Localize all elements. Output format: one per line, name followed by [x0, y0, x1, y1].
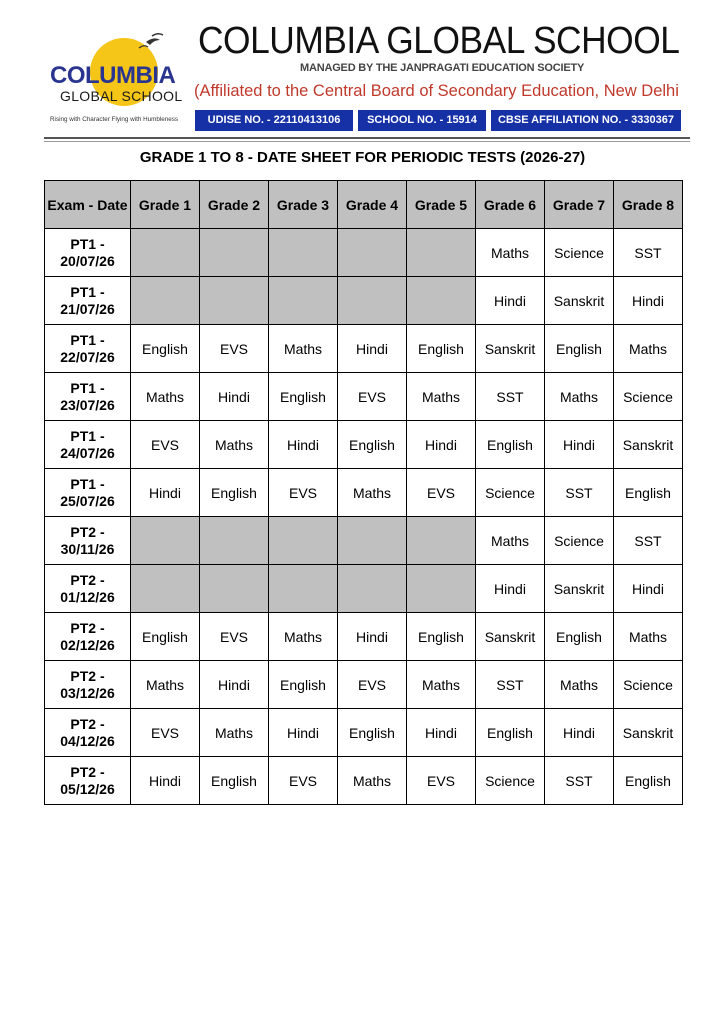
table-body: [45, 229, 683, 805]
subject-cell: Hindi: [614, 565, 683, 613]
subject-cell: Maths: [338, 757, 407, 805]
subject-cell: EVS: [200, 325, 269, 373]
subject-cell: Science: [476, 469, 545, 517]
exam-date-cell: PT1 - 21/07/26: [45, 277, 131, 325]
subject-cell: EVS: [131, 421, 200, 469]
subject-cell: English: [131, 613, 200, 661]
subject-cell: Science: [614, 661, 683, 709]
table-row: [45, 517, 683, 565]
table-row: [45, 613, 683, 661]
subject-cell: Hindi: [269, 421, 338, 469]
exam-date-cell: PT1 - 23/07/26: [45, 373, 131, 421]
header-divider: [44, 137, 690, 139]
subject-cell: Hindi: [614, 277, 683, 325]
no-exam-cell: [338, 277, 407, 325]
letterhead: [0, 0, 725, 140]
logo-text-global-school: GLOBAL SCHOOL: [60, 88, 183, 104]
subject-cell: English: [545, 613, 614, 661]
exam-date-cell: PT1 - 24/07/26: [45, 421, 131, 469]
no-exam-cell: [407, 229, 476, 277]
logo-text-columbia: COLUMBIA: [50, 62, 176, 89]
subject-cell: Sanskrit: [545, 565, 614, 613]
table-row: [45, 229, 683, 277]
subject-cell: EVS: [407, 469, 476, 517]
subject-cell: SST: [545, 469, 614, 517]
subject-cell: Maths: [131, 661, 200, 709]
date-sheet-table: [44, 180, 683, 805]
column-header-grade-3: Grade 3: [269, 181, 338, 229]
subject-cell: English: [407, 325, 476, 373]
managed-by: MANAGED BY THE JANPRAGATI EDUCATION SOCIETY: [300, 62, 585, 74]
school-name: COLUMBIA GLOBAL SCHOOL: [198, 20, 680, 62]
subject-cell: Maths: [269, 325, 338, 373]
exam-date-cell: PT2 - 02/12/26: [45, 613, 131, 661]
subject-cell: Maths: [131, 373, 200, 421]
subject-cell: Sanskrit: [614, 709, 683, 757]
column-header-grade-6: Grade 6: [476, 181, 545, 229]
subject-cell: Hindi: [545, 421, 614, 469]
cbse-affiliation-badge: CBSE AFFILIATION NO. - 3330367: [491, 110, 681, 131]
exam-date-cell: PT1 - 20/07/26: [45, 229, 131, 277]
subject-cell: Science: [614, 373, 683, 421]
no-exam-cell: [131, 565, 200, 613]
table-header-row: [45, 181, 683, 229]
subject-cell: English: [545, 325, 614, 373]
udise-badge: UDISE NO. - 22110413106: [195, 110, 353, 131]
subject-cell: Hindi: [407, 709, 476, 757]
table-row: [45, 661, 683, 709]
subject-cell: Science: [476, 757, 545, 805]
header-divider-thin: [44, 141, 690, 142]
exam-date-cell: PT2 - 03/12/26: [45, 661, 131, 709]
subject-cell: Sanskrit: [476, 325, 545, 373]
exam-date-cell: PT1 - 22/07/26: [45, 325, 131, 373]
no-exam-cell: [407, 565, 476, 613]
subject-cell: English: [614, 757, 683, 805]
subject-cell: Science: [545, 229, 614, 277]
table-row: [45, 277, 683, 325]
subject-cell: Hindi: [338, 325, 407, 373]
subject-cell: Maths: [200, 709, 269, 757]
subject-cell: Maths: [200, 421, 269, 469]
table-row: [45, 757, 683, 805]
subject-cell: Maths: [476, 517, 545, 565]
subject-cell: English: [200, 757, 269, 805]
school-logo: [44, 28, 194, 132]
subject-cell: EVS: [200, 613, 269, 661]
affiliation-text: (Affiliated to the Central Board of Secondary Education, New Delhi: [194, 82, 679, 100]
no-exam-cell: [131, 277, 200, 325]
page-title: GRADE 1 TO 8 - DATE SHEET FOR PERIODIC TESTS (2026-27): [139, 149, 586, 166]
no-exam-cell: [200, 277, 269, 325]
subject-cell: EVS: [338, 661, 407, 709]
exam-date-cell: PT2 - 05/12/26: [45, 757, 131, 805]
subject-cell: EVS: [269, 757, 338, 805]
subject-cell: Maths: [407, 373, 476, 421]
subject-cell: Science: [545, 517, 614, 565]
subject-cell: English: [200, 469, 269, 517]
no-exam-cell: [269, 229, 338, 277]
table-row: [45, 421, 683, 469]
no-exam-cell: [338, 565, 407, 613]
subject-cell: Maths: [545, 373, 614, 421]
subject-cell: Maths: [614, 613, 683, 661]
table-row: [45, 565, 683, 613]
exam-date-cell: PT2 - 04/12/26: [45, 709, 131, 757]
no-exam-cell: [269, 565, 338, 613]
exam-date-cell: PT2 - 30/11/26: [45, 517, 131, 565]
subject-cell: Hindi: [407, 421, 476, 469]
subject-cell: Maths: [476, 229, 545, 277]
no-exam-cell: [338, 229, 407, 277]
column-header-exam-date: Exam - Date: [45, 181, 131, 229]
subject-cell: EVS: [131, 709, 200, 757]
no-exam-cell: [407, 277, 476, 325]
subject-cell: English: [476, 709, 545, 757]
subject-cell: SST: [614, 229, 683, 277]
table-row: [45, 709, 683, 757]
column-header-grade-5: Grade 5: [407, 181, 476, 229]
subject-cell: SST: [545, 757, 614, 805]
no-exam-cell: [269, 517, 338, 565]
subject-cell: English: [338, 709, 407, 757]
subject-cell: English: [407, 613, 476, 661]
no-exam-cell: [407, 517, 476, 565]
no-exam-cell: [200, 229, 269, 277]
no-exam-cell: [200, 565, 269, 613]
subject-cell: English: [269, 661, 338, 709]
no-exam-cell: [338, 517, 407, 565]
subject-cell: Maths: [338, 469, 407, 517]
logo-tagline: Rising with Character Flying with Humbleness: [50, 116, 179, 123]
column-header-grade-8: Grade 8: [614, 181, 683, 229]
subject-cell: English: [614, 469, 683, 517]
subject-cell: SST: [476, 373, 545, 421]
subject-cell: Hindi: [476, 277, 545, 325]
subject-cell: EVS: [407, 757, 476, 805]
subject-cell: English: [131, 325, 200, 373]
subject-cell: Hindi: [200, 661, 269, 709]
exam-date-cell: PT2 - 01/12/26: [45, 565, 131, 613]
subject-cell: Sanskrit: [614, 421, 683, 469]
subject-cell: SST: [476, 661, 545, 709]
subject-cell: Maths: [269, 613, 338, 661]
subject-cell: Sanskrit: [545, 277, 614, 325]
column-header-grade-2: Grade 2: [200, 181, 269, 229]
subject-cell: Maths: [407, 661, 476, 709]
subject-cell: English: [269, 373, 338, 421]
subject-cell: Hindi: [338, 613, 407, 661]
subject-cell: EVS: [269, 469, 338, 517]
subject-cell: Sanskrit: [476, 613, 545, 661]
no-exam-cell: [131, 517, 200, 565]
subject-cell: EVS: [338, 373, 407, 421]
column-header-grade-1: Grade 1: [131, 181, 200, 229]
subject-cell: Hindi: [131, 757, 200, 805]
table-row: [45, 469, 683, 517]
subject-cell: Hindi: [131, 469, 200, 517]
no-exam-cell: [269, 277, 338, 325]
column-header-grade-7: Grade 7: [545, 181, 614, 229]
subject-cell: Hindi: [545, 709, 614, 757]
subject-cell: SST: [614, 517, 683, 565]
subject-cell: English: [476, 421, 545, 469]
no-exam-cell: [131, 229, 200, 277]
table-row: [45, 325, 683, 373]
subject-cell: Maths: [614, 325, 683, 373]
column-header-grade-4: Grade 4: [338, 181, 407, 229]
subject-cell: Hindi: [200, 373, 269, 421]
table-row: [45, 373, 683, 421]
subject-cell: English: [338, 421, 407, 469]
no-exam-cell: [200, 517, 269, 565]
exam-date-cell: PT1 - 25/07/26: [45, 469, 131, 517]
subject-cell: Hindi: [476, 565, 545, 613]
school-number-badge: SCHOOL NO. - 15914: [358, 110, 486, 131]
subject-cell: Hindi: [269, 709, 338, 757]
subject-cell: Maths: [545, 661, 614, 709]
